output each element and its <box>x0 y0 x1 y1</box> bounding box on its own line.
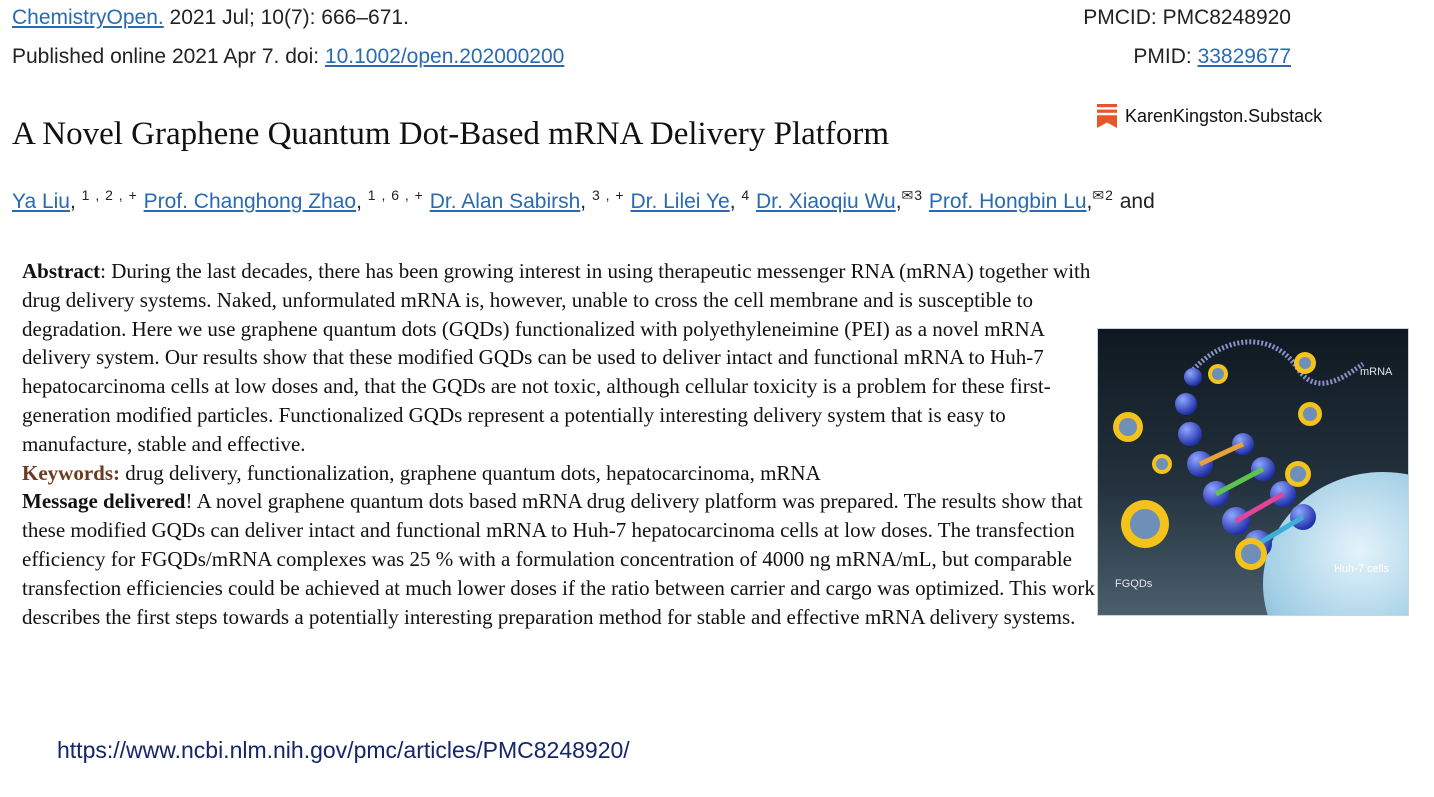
message-paragraph <box>22 487 1097 631</box>
author-affiliation: 1 , 2 , + <box>81 187 138 203</box>
author-link[interactable]: Ya Liu <box>12 190 70 213</box>
published-info: Published online 2021 Apr 7. doi: <box>12 45 325 68</box>
citation-line-2 <box>12 45 564 69</box>
author-affiliation: ✉2 <box>1092 187 1114 203</box>
author-link[interactable]: Dr. Xiaoqiu Wu <box>756 190 896 213</box>
message-label: Message delivered <box>22 489 186 514</box>
pmid-link[interactable]: 33829677 <box>1197 45 1291 68</box>
author-list: Ya Liu, $^{1 , 2 , +}$ Prof. Changhong Zhao, $^{1 , 6 , +}$ Dr. Alan Sabirsh, $^{3 , +}$ Dr. Lilei Ye, $^4$ Dr. Xiaoqiu Wu,$^{✉3}$ Prof. Hongbin Lu,$^{✉2}$ and <box>12 187 1155 213</box>
figure-label-mrna: mRNA <box>1360 366 1393 378</box>
issue-info: 2021 Jul; 10(7): 666–671. <box>163 6 409 29</box>
graphical-abstract-image <box>1098 329 1409 616</box>
author-link[interactable]: Prof. Changhong Zhao <box>143 190 357 213</box>
author-link[interactable]: Dr. Alan Sabirsh <box>429 190 581 213</box>
substack-label: KarenKingston.Substack <box>1125 105 1323 126</box>
source-url[interactable]: https://www.ncbi.nlm.nih.gov/pmc/articles/PMC8248920/ <box>57 737 630 763</box>
graphical-abstract <box>1097 328 1409 616</box>
pmid-label: PMID: <box>1133 45 1198 68</box>
abstract-text: : During the last decades, there has been growing interest in using therapeutic messenger RNA (mRNA) together with drug delivery systems. Naked, unformulated mRNA is, however, unable to cross the cell membrane and is susceptible to degradation. Here we use graphene quantum dots (GQDs) functionalized with polyethyleneimine (PEI) as a novel mRNA delivery system. Our results show that these modified GQDs can be used to deliver intact and functional mRNA to Huh-7 hepatocarcinoma cells at low doses and, that the GQDs are not toxic, although cellular toxicity is a problem for these first-generation modified particles. Functionalized GQDs represent a potentially interesting delivery system that is easy to manufacture, stable and effective. <box>22 259 1091 456</box>
pmid-line <box>1133 45 1291 69</box>
journal-link[interactable]: ChemistryOpen. <box>12 6 164 29</box>
substack-watermark <box>1097 104 1322 128</box>
authors-tail: and <box>1113 190 1155 213</box>
author-link[interactable]: Dr. Lilei Ye <box>630 190 730 213</box>
keywords-label: Keywords: <box>22 460 120 485</box>
author-affiliation: 1 , 6 , + <box>367 187 424 203</box>
doi-link[interactable]: 10.1002/open.202000200 <box>324 45 565 68</box>
keywords-paragraph <box>22 459 1097 488</box>
figure-label-cells: Huh-7 cells <box>1334 563 1390 575</box>
abstract-block <box>22 257 1097 631</box>
message-text: ! A novel graphene quantum dots based mRNA drug delivery platform was prepared. The results show that these modified GQDs can deliver intact and functional mRNA to Huh-7 hepatocarcinoma cells at low doses. The transfection efficiency for FGQDs/mRNA complexes was 25 % with a formulation concentration of 4000 ng mRNA/mL, but comparable transfection efficiencies could be achieved at much lower doses if the ratio between carrier and cargo was optimized. This work describes the first steps towards a potentially interesting preparation method for stable and effective mRNA delivery systems. <box>22 489 1095 629</box>
abstract-label: Abstract <box>22 259 101 283</box>
author-affiliation: ✉3 <box>901 187 924 203</box>
author-affiliation: 3 , + <box>591 187 625 203</box>
pmcid: PMCID: PMC8248920 <box>1083 6 1291 29</box>
article-title: A Novel Graphene Quantum Dot-Based mRNA Delivery Platform <box>12 116 890 152</box>
abstract-paragraph <box>22 257 1097 459</box>
substack-icon <box>1097 104 1117 128</box>
author-affiliation: 4 <box>741 187 751 203</box>
keywords-text: drug delivery, functionalization, graphene quantum dots, hepatocarcinoma, mRNA <box>120 460 821 485</box>
citation-line-1 <box>12 6 409 30</box>
figure-label-fgqds: FGQDs <box>1115 578 1153 590</box>
author-link[interactable]: Prof. Hongbin Lu <box>928 190 1087 213</box>
